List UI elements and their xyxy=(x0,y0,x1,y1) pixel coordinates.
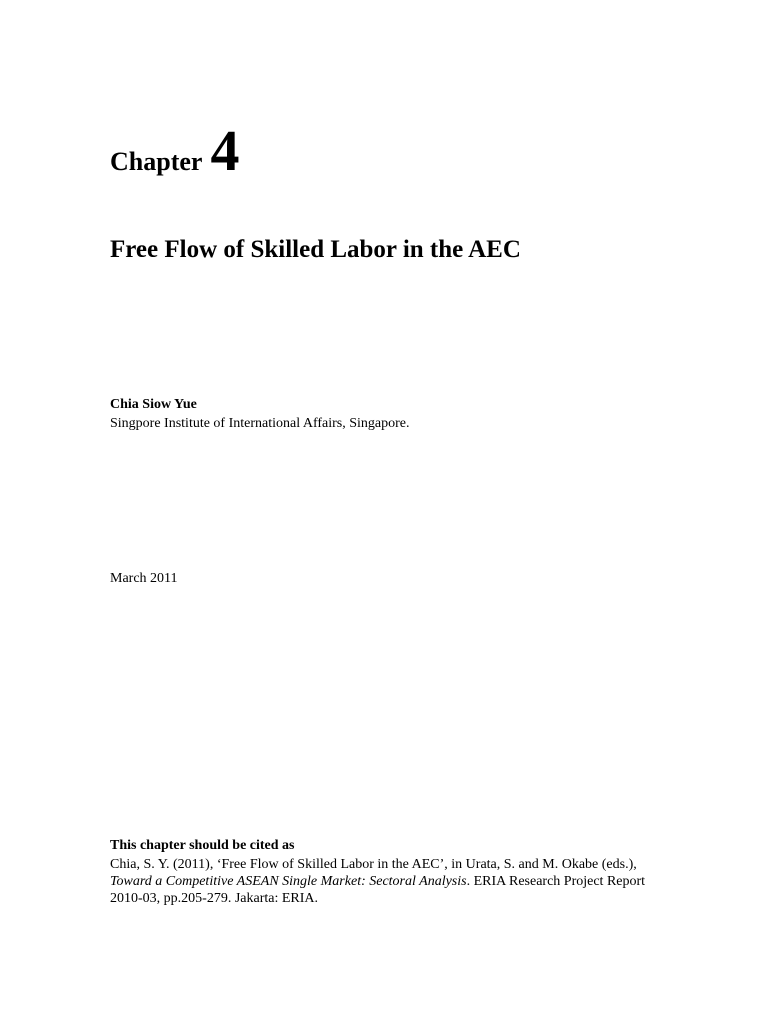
citation-part-1: Chia, S. Y. (2011), ‘Free Flow of Skilled Labor in the AEC’, in Urata, S. and M. Okabe (eds.), xyxy=(110,857,637,872)
author-name: Chia Siow Yue xyxy=(110,397,197,412)
citation-part-2: . ERIA Research Project Report 2010-03, pp.205-279. Jakarta: ERIA. xyxy=(110,874,646,906)
publication-date: March 2011 xyxy=(110,571,178,586)
chapter-number: 4 xyxy=(210,118,240,183)
citation-book-title: Toward a Competitive ASEAN Single Market: Sectoral Analysis xyxy=(110,874,467,889)
citation-text xyxy=(110,856,670,907)
author-block xyxy=(110,395,410,433)
author-affiliation: Singpore Institute of International Affairs, Singapore. xyxy=(110,416,410,431)
chapter-label: Chapter xyxy=(110,147,203,176)
chapter-heading xyxy=(110,118,240,183)
citation-block xyxy=(110,837,670,907)
citation-heading: This chapter should be cited as xyxy=(110,838,295,853)
chapter-title: Free Flow of Skilled Labor in the AEC xyxy=(110,236,521,263)
